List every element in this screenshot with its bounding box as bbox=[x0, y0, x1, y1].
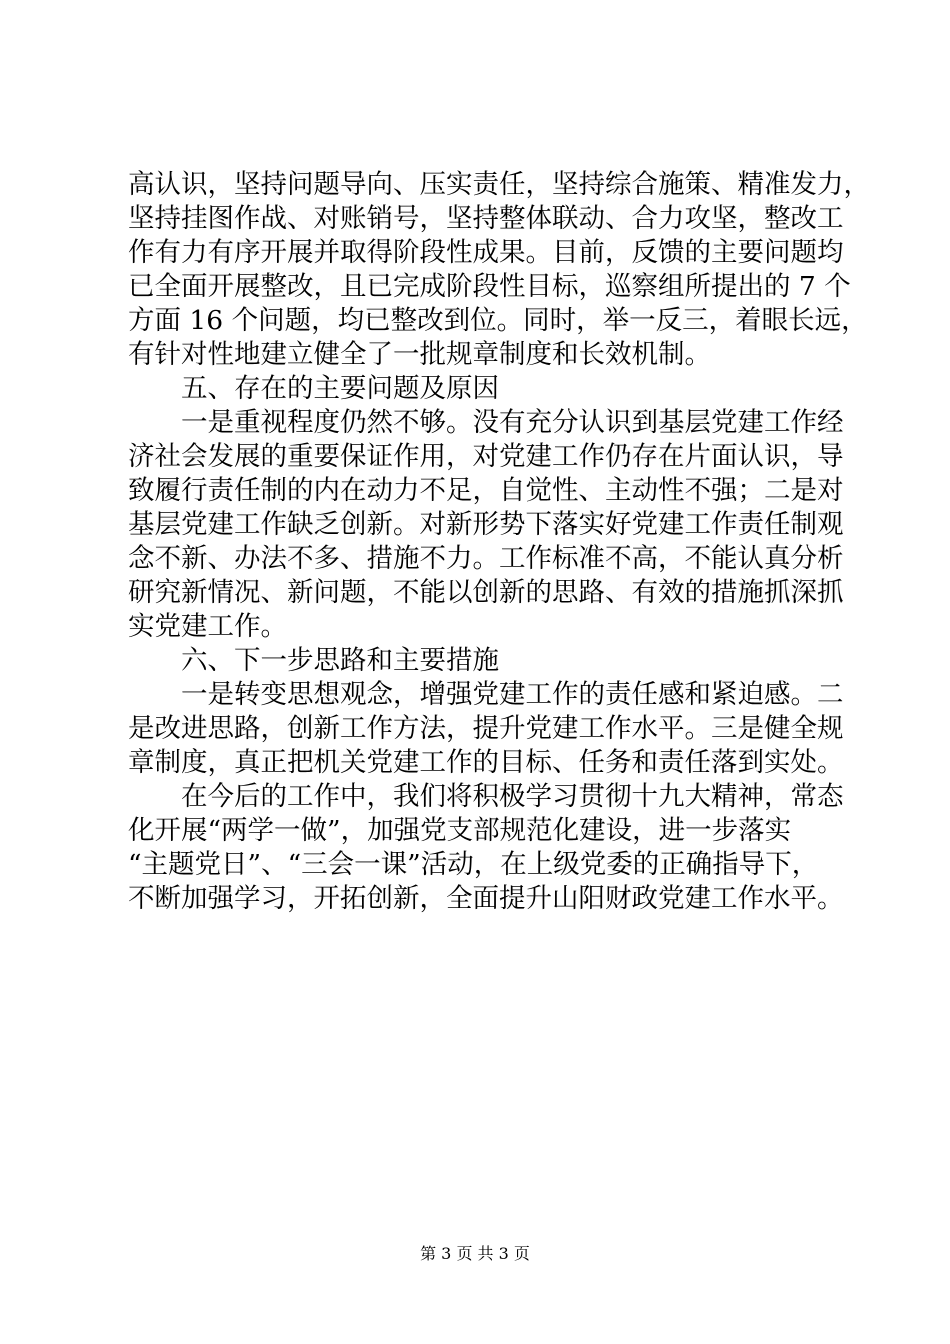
body-line: 作有力有序开展并取得阶段性成果。目前，反馈的主要问题均 bbox=[128, 237, 844, 268]
body-line: 念不新、办法不多、措施不力。工作标准不高，不能认真分析 bbox=[128, 543, 844, 574]
body-line: 基层党建工作缺乏创新。对新形势下落实好党建工作责任制观 bbox=[128, 509, 844, 540]
section-heading-5: 五、存在的主要问题及原因 bbox=[181, 373, 499, 404]
body-line: 不断加强学习，开拓创新，全面提升山阳财政党建工作水平。 bbox=[128, 883, 844, 914]
body-line: 济社会发展的重要保证作用，对党建工作仍存在片面认识，导 bbox=[128, 441, 844, 472]
body-line: 一是重视程度仍然不够。没有充分认识到基层党建工作经 bbox=[181, 407, 844, 438]
body-line: 已全面开展整改，且已完成阶段性目标，巡察组所提出的 7 个 bbox=[128, 271, 851, 302]
body-line: 是改进思路，创新工作方法，提升党建工作水平。三是健全规 bbox=[128, 713, 844, 744]
body-line: “主题党日”、“三会一课”活动，在上级党委的正确指导下， bbox=[128, 849, 819, 880]
body-line: 研究新情况、新问题，不能以创新的思路、有效的措施抓深抓 bbox=[128, 577, 844, 608]
body-line: 方面 16 个问题，均已整改到位。同时，举一反三，着眼长远， bbox=[128, 305, 868, 336]
body-line: 在今后的工作中，我们将积极学习贯彻十九大精神，常态 bbox=[181, 781, 844, 812]
document-body bbox=[128, 168, 870, 916]
body-line: 致履行责任制的内在动力不足，自觉性、主动性不强；二是对 bbox=[128, 475, 844, 506]
section-heading-6: 六、下一步思路和主要措施 bbox=[181, 645, 499, 676]
page-number-footer: 第 3 页 共 3 页 bbox=[420, 1244, 530, 1263]
body-line: 化开展“两学一做”，加强党支部规范化建设，进一步落实 bbox=[128, 815, 792, 846]
body-line: 坚持挂图作战、对账销号，坚持整体联动、合力攻坚，整改工 bbox=[128, 203, 844, 234]
body-line: 高认识，坚持问题导向、压实责任，坚持综合施策、精准发力， bbox=[128, 169, 870, 200]
body-line: 一是转变思想观念，增强党建工作的责任感和紧迫感。二 bbox=[181, 679, 844, 710]
body-line: 章制度，真正把机关党建工作的目标、任务和责任落到实处。 bbox=[128, 747, 844, 778]
body-line: 有针对性地建立健全了一批规章制度和长效机制。 bbox=[128, 339, 711, 370]
body-line: 实党建工作。 bbox=[128, 611, 287, 642]
